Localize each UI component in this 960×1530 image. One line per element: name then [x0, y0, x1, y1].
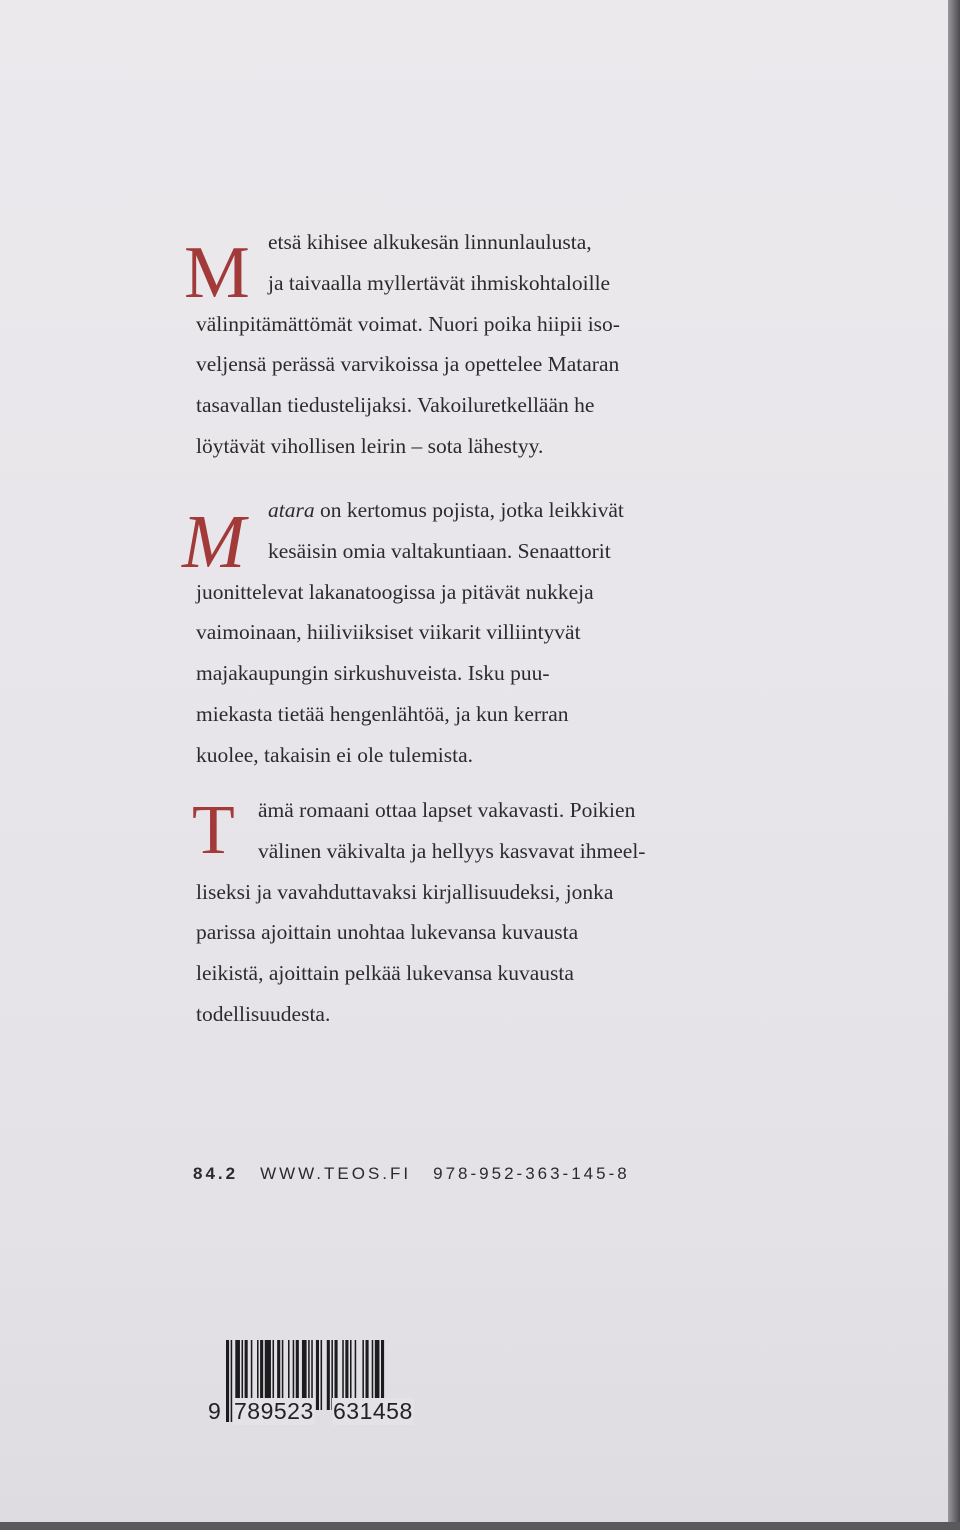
- publisher-website: WWW.TEOS.FI: [260, 1164, 412, 1183]
- text-line: kesäisin omia valtakuntiaan. Senaattorit: [268, 538, 611, 563]
- text-line: välinpitämättömät voimat. Nuori poika hiipii iso-: [196, 311, 620, 336]
- barcode-bar: [327, 1340, 330, 1410]
- text-line-rest: on kertomus pojista, jotka leikkivät: [314, 498, 624, 522]
- text-line: vaimoinaan, hiiliviiksiset viikarit villiintyvät: [196, 620, 581, 645]
- dropcap-m: M: [184, 232, 250, 314]
- text-line: liseksi ja vavahduttavaksi kirjallisuudeksi, jonka: [196, 879, 614, 904]
- text-line: miekasta tietää hengenlähtöä, ja kun kerran: [196, 701, 569, 726]
- text-line: etsä kihisee alkukesän linnunlaulusta,: [268, 230, 592, 254]
- blurb-paragraph-3: [192, 790, 736, 1035]
- text-line: löytävät vihollisen leirin – sota lähestyy.: [196, 433, 544, 458]
- barcode-bar: [321, 1340, 323, 1410]
- barcode-first-digit: 9: [208, 1398, 221, 1424]
- text-line: välinen väkivalta ja hellyys kasvavat ihmeel-: [258, 838, 646, 863]
- publication-codes: [193, 1164, 652, 1184]
- book-spine-edge: [948, 0, 960, 1530]
- text-line: kuolee, takaisin ei ole tulemista.: [196, 742, 474, 767]
- text-line: veljensä perässä varvikoissa ja opettelee Mataran: [196, 352, 620, 377]
- barcode-right-digits: 631458: [333, 1398, 413, 1424]
- dropcap-t: T: [192, 792, 235, 869]
- text-line: [196, 490, 736, 531]
- blurb-paragraph-2: [182, 490, 736, 776]
- text-line: leikistä, ajoittain pelkää lukevansa kuvausta: [196, 961, 574, 986]
- isbn-barcode: [206, 1340, 436, 1432]
- text-line: tasavallan tiedustelijaksi. Vakoiluretkellään he: [196, 393, 595, 418]
- blurb-paragraph-1: [184, 222, 736, 467]
- barcode-bar: [316, 1340, 319, 1410]
- barcode-left-digits: 789523: [234, 1398, 314, 1424]
- dropcap-m-italic: M: [182, 500, 246, 584]
- barcode-bar: [226, 1340, 229, 1422]
- classification-code: 84.2: [193, 1164, 239, 1183]
- text-line: majakaupungin sirkushuveista. Isku puu-: [196, 661, 550, 686]
- barcode-bar: [231, 1340, 233, 1422]
- book-title-rest: atara: [268, 498, 315, 522]
- text-line: ja taivaalla myllertävät ihmiskohtaloille: [268, 270, 611, 295]
- isbn-number: 978-952-363-145-8: [433, 1164, 630, 1183]
- book-bottom-edge: [0, 1522, 960, 1530]
- text-line: parissa ajoittain unohtaa lukevansa kuvausta: [196, 920, 579, 945]
- text-line: juonittelevat lakanatoogissa ja pitävät nukkeja: [196, 579, 594, 604]
- text-line: todellisuudesta.: [196, 1001, 331, 1026]
- text-line: ämä romaani ottaa lapset vakavasti. Poikien: [258, 798, 636, 822]
